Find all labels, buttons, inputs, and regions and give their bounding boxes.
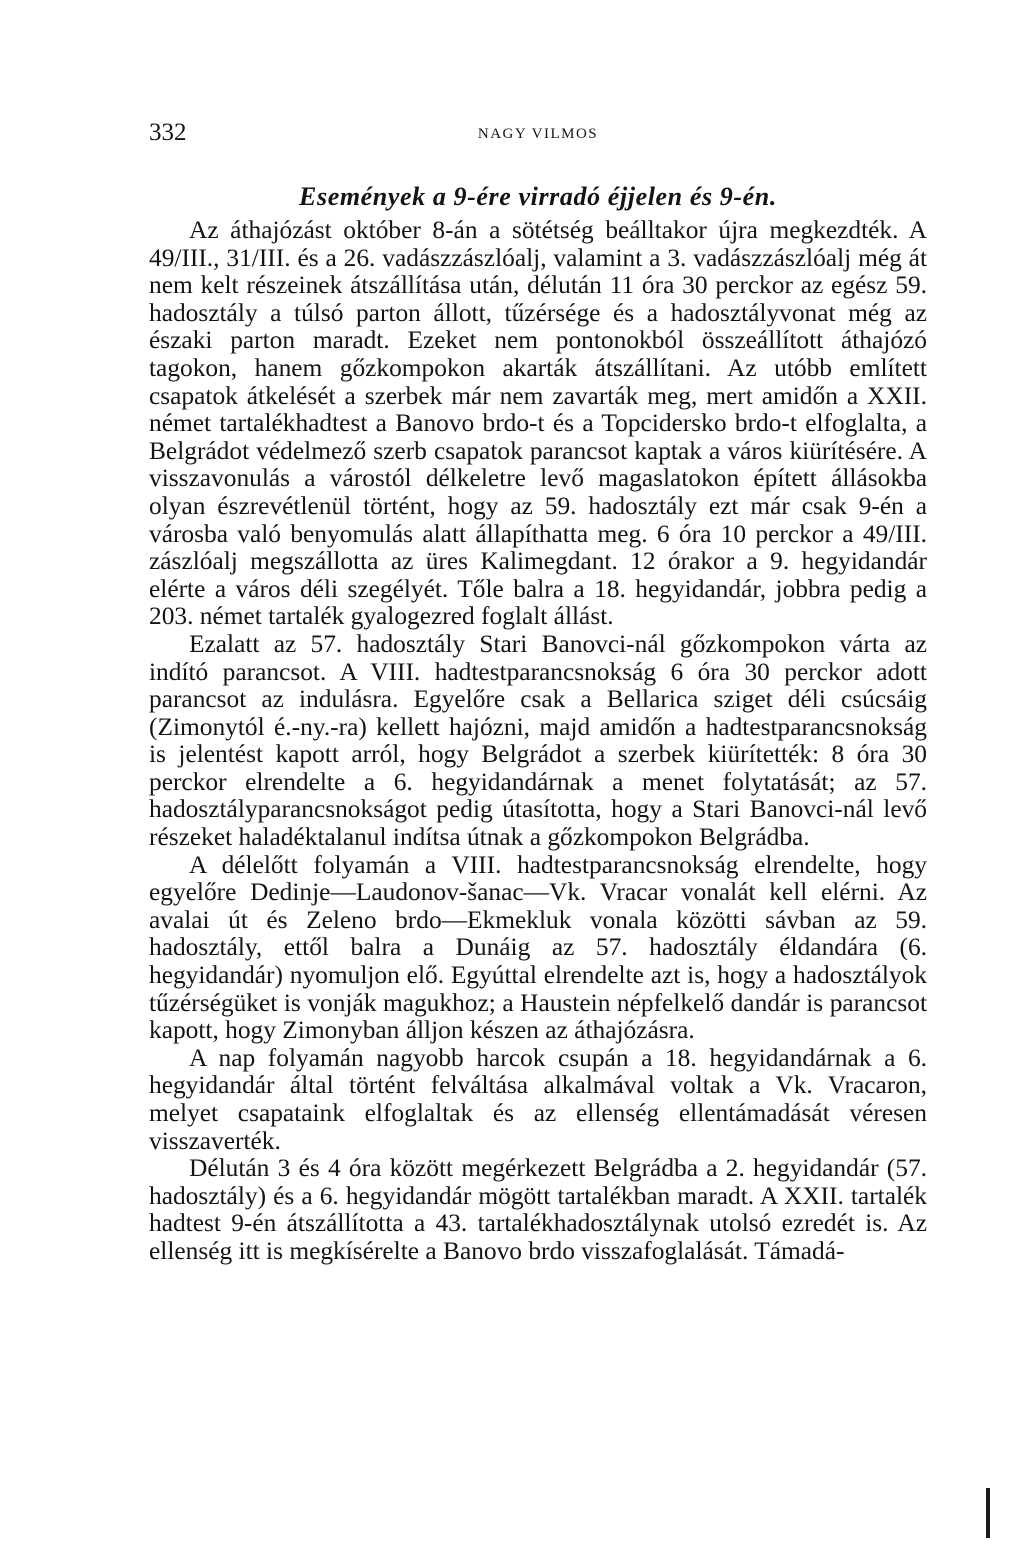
paragraph-2: Ezalatt az 57. hadosztály Stari Banovci-nál gőzkompokon várta az indító parancsot. A VIII. hadtestparancsnokság 6 óra 30 perckor adott parancsot az indulásra. Egyelőre csak a Bellarica sziget déli csúcsáig (Zimonytól é.-ny.-ra) kellett hajózni, majd amidőn a hadtestparancsnokság is jelentést kapott arról, hogy Belgrádot a szerbek kiürítették: 8 óra 30 perckor elrendelte a 6. hegyidandárnak a menet folytatását; az 57. hadosztályparancsnokságot pedig útasította, hogy a Stari Banovci-nál levő részeket haladéktalanul indítsa útnak a gőzkompokon Belgrádba. bbox=[149, 629, 927, 852]
section-heading: Események a 9-ére virradó éjjelen és 9-én. bbox=[299, 182, 777, 211]
margin-mark bbox=[986, 1488, 990, 1538]
book-page bbox=[149, 118, 927, 1266]
running-title: NAGY VILMOS bbox=[477, 126, 599, 142]
paragraph-5: Délután 3 és 4 óra között megérkezett Belgrádba a 2. hegyidandár (57. hadosztály) és a 6. hegyidandár mögött tartalékban maradt. A XXII. tartalék hadtest 9-én átszállította a 43. tartalékhadosztálynak utolsó ezredét is. Az ellenség itt is megkísérelte a Banovo brdo visszafoglalását. Támadá- bbox=[149, 1154, 927, 1265]
paragraph-3: A délelőtt folyamán a VIII. hadtestparancsnokság elrendelte, hogy egyelőre Dedinje—Laudonov-šanac—Vk. Vracar vonalát kell elérni. Az avalai út és Zeleno brdo—Ekmekluk vonala közötti sávban az 59. hadosztály, ettől balra a Dunáig az 57. hadosztály éldandára (6. hegyidandár) nyomuljon elő. Egyúttal elrendelte azt is, hogy a hadosztályok tűzérségüket is vonják magukhoz; a Haustein népfelkelő dandár is parancsot kapott, hogy Zimonyban álljon készen az áthajózásra. bbox=[149, 850, 927, 1045]
page-number: 332 bbox=[149, 119, 187, 146]
running-head bbox=[149, 118, 927, 158]
paragraph-1: Az áthajózást október 8-án a sötétség beálltakor újra megkezdték. A 49/III., 31/III. és a 26. vadászzászlóalj, valamint a 3. vadászzászlóalj még át nem kelt részeinek átszállítása után, délután 11 óra 30 perckor az egész 59. hadosztály a túlsó parton állott, tűzérsége és a hadosztályvonat még az északi parton maradt. Ezeket nem pontonokból összeállított áthajózó tagokon, hanem gőzkompokon akarták átszállítani. Az utóbb említett csapatok átkelését a szerbek már nem zavarták meg, mert amidőn a XXII. német tartalékhadtest a Banovo brdo-t és a Topcidersko brdo-t elfoglalta, a Belgrádot védelmező szerb csapatok parancsot kaptak a város kiürítésére. A visszavonulás a várostól délkeletre levő magaslatokon épített állásokba olyan észrevétlenül történt, hogy az 59. hadosztály ezt már csak 9-én a városba való benyomulás alatt állapíthatta meg. 6 óra 10 perckor a 49/III. zászlóalj megszállotta az üres Kalimegdant. 12 órakor a 9. hegyidandár elérte a város déli szegélyét. Tőle balra a 18. hegyidandár, jobbra pedig a 203. német tartalék gyalogezred foglalt állást. bbox=[149, 216, 927, 631]
body-text bbox=[149, 217, 927, 1266]
paragraph-4: A nap folyamán nagyobb harcok csupán a 18. hegyidandárnak a 6. hegyidandár által történt felváltása alkalmával voltak a Vk. Vracaron, melyet csapataink elfoglaltak és az ellenség ellentámadását véresen visszaverték. bbox=[149, 1043, 927, 1155]
